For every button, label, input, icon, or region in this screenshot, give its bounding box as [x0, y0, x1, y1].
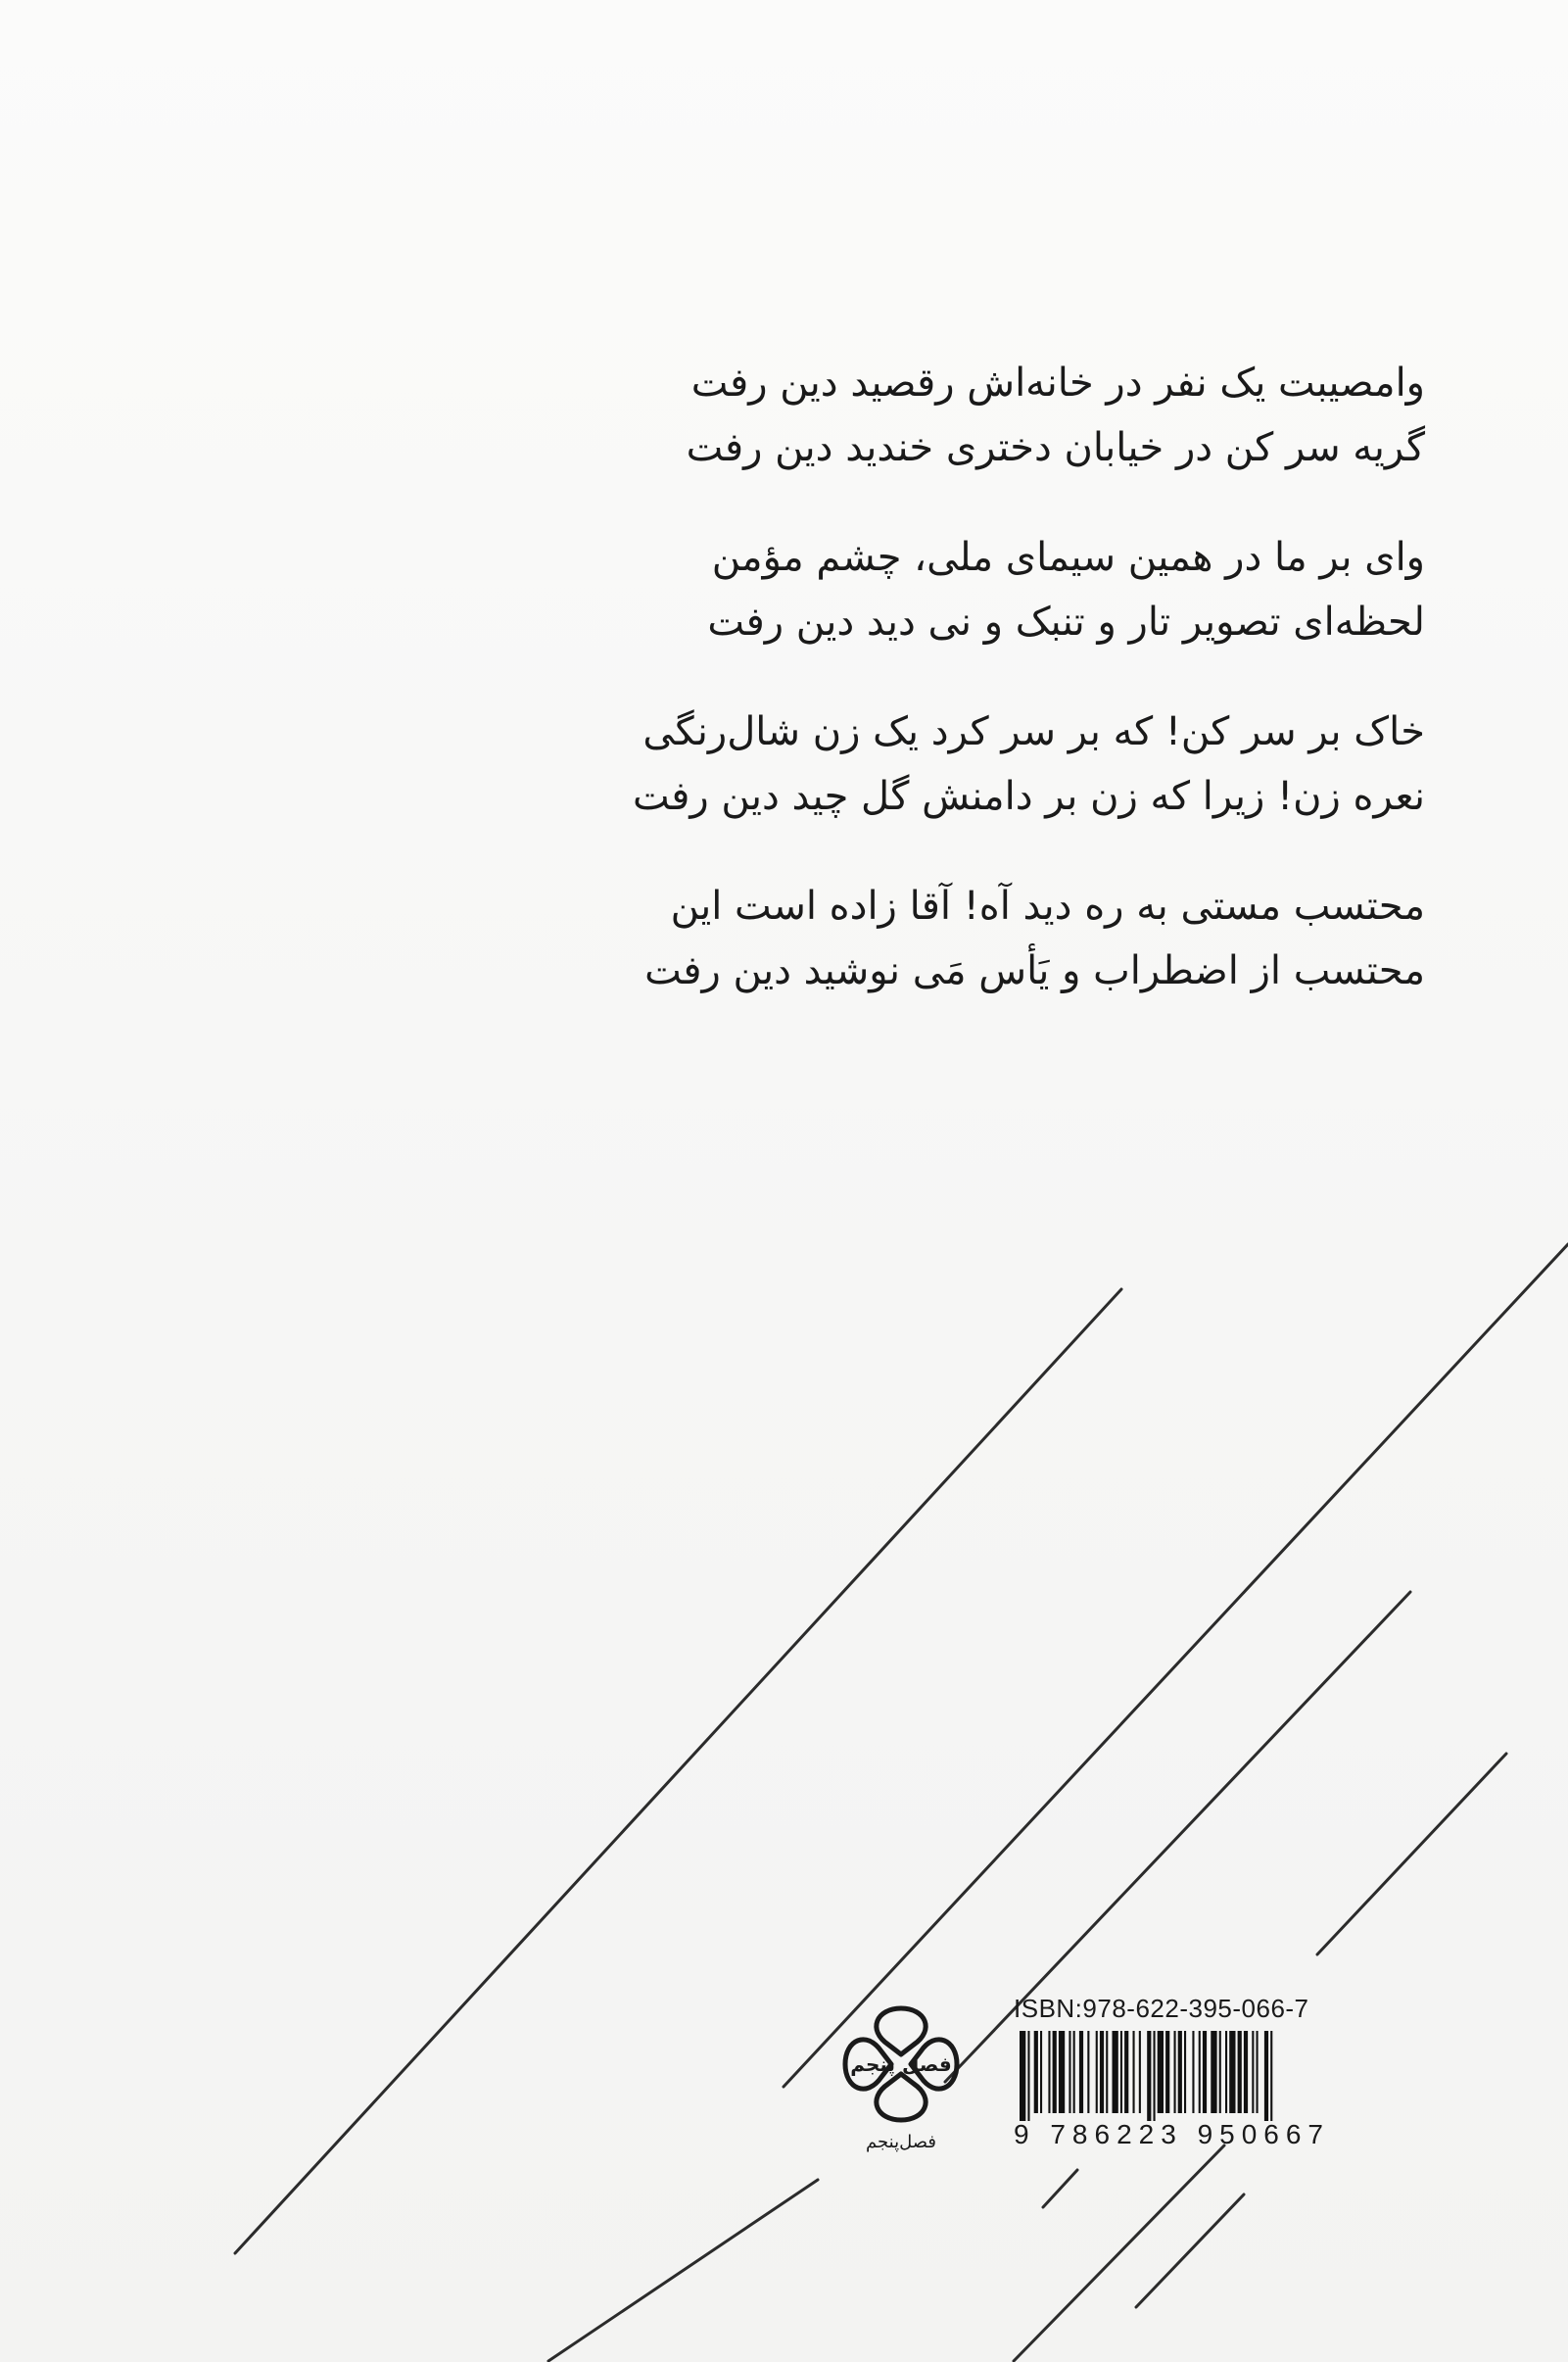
poem-line: محتسب مستی به ره دید آه! آقا زاده است این [670, 884, 1425, 929]
publisher-logo-text: فصل پنجم [850, 2052, 952, 2076]
poem-line: خاک بر سر کن! که بر سر کرد یک زن شال‌رنگی [642, 709, 1425, 754]
barcode-bar [1192, 2031, 1194, 2113]
barcode-bar [1199, 2031, 1201, 2113]
isbn-block [1014, 1994, 1361, 2160]
barcode-bar [1252, 2031, 1254, 2113]
poem-line: محتسب از اضطراب و یَأس مَی نوشید دین رفت [644, 948, 1425, 993]
barcode-bar [1139, 2031, 1141, 2113]
stanza-3 [353, 699, 1425, 829]
barcode-bar [1229, 2031, 1235, 2113]
barcode-bar [1203, 2031, 1207, 2113]
poem [353, 351, 1425, 1048]
barcode-bar [1087, 2031, 1089, 2113]
barcode-bar [1048, 2031, 1050, 2113]
barcode-bar [1027, 2031, 1029, 2121]
barcode-bar [1120, 2031, 1122, 2113]
stanza-1 [353, 351, 1425, 480]
barcode-bar [1178, 2031, 1182, 2113]
publisher-name: فصل‌پنجم [866, 2132, 936, 2152]
barcode-bar [1106, 2031, 1108, 2113]
barcode-bar [1040, 2031, 1042, 2113]
barcode-bar [1257, 2031, 1259, 2113]
barcode-bar [1113, 2031, 1118, 2113]
poem-line: وامصیبت یک نفر در خانه‌اش رقصید دین رفت [690, 361, 1425, 406]
barcode-bar [1100, 2031, 1104, 2113]
barcode-bar [1034, 2031, 1038, 2113]
isbn-label: ISBN:978-622-395-066-7 [1014, 1994, 1309, 2023]
barcode-bar [1079, 2031, 1083, 2113]
barcode-bar [1165, 2031, 1169, 2113]
barcode-bar [1219, 2031, 1221, 2113]
poem-line: نعره زن! زیرا که زن بر دامنش گل چید دین رفت [632, 774, 1425, 819]
poem-line: وای بر ما در همین سیمای ملی، چشم مؤمن [711, 535, 1425, 580]
publisher-logo [828, 2000, 974, 2172]
barcode-bar [1020, 2031, 1025, 2121]
stanza-2 [353, 525, 1425, 654]
barcode-bar [1244, 2031, 1248, 2113]
barcode-bar [1211, 2031, 1216, 2113]
barcode-bar [1096, 2031, 1098, 2113]
barcode-bar [1133, 2031, 1135, 2113]
publisher-emblem-icon [837, 2000, 965, 2128]
barcode-bar [1184, 2031, 1186, 2113]
barcode-bar [1147, 2031, 1151, 2121]
barcode-bar [1154, 2031, 1156, 2121]
poem-line: لحظه‌ای تصویر تار و تنبک و نی دید دین رفت [707, 600, 1425, 645]
barcode-bar [1073, 2031, 1075, 2113]
barcode-bar [1124, 2031, 1128, 2113]
barcode-bar [1225, 2031, 1227, 2113]
barcode-bar [1069, 2031, 1070, 2113]
barcode-bar [1238, 2031, 1242, 2113]
barcode-bar [1053, 2031, 1057, 2113]
barcode-bar [1158, 2031, 1164, 2113]
barcode-bar [1270, 2031, 1272, 2121]
barcode-bar [1174, 2031, 1176, 2113]
stanza-4 [353, 874, 1425, 1003]
poem-line: گریه سر کن در خیابان دختری خندید دین رفت [686, 425, 1425, 470]
barcode-bar [1059, 2031, 1065, 2113]
barcode-bar [1264, 2031, 1268, 2121]
barcode [1014, 2031, 1361, 2121]
barcode-digits: 9 786223 950667 [1014, 2119, 1330, 2149]
